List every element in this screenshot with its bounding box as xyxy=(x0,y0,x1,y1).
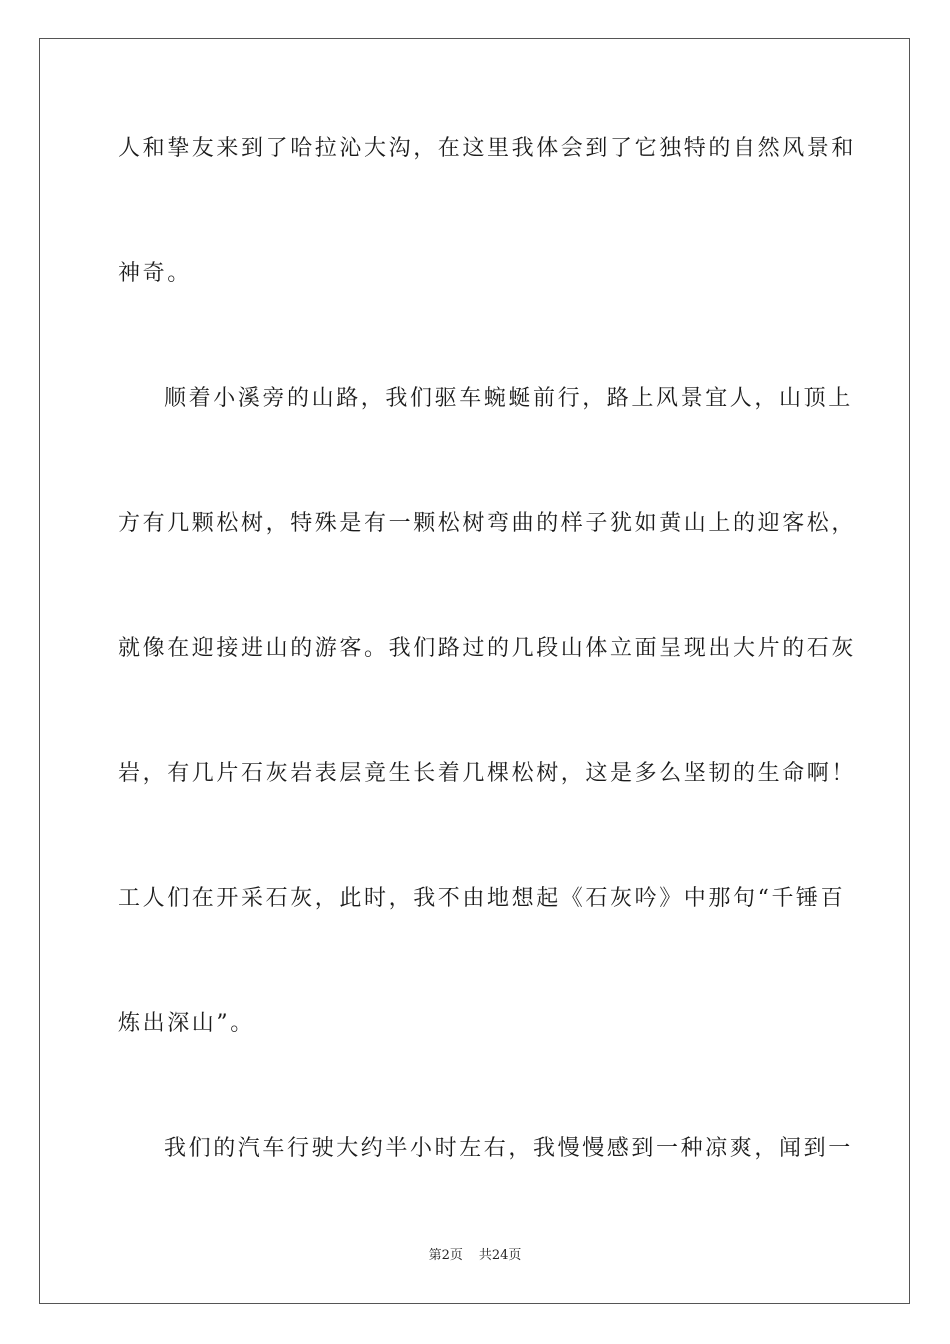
text-line: 工人们在开采石灰，此时，我不由地想起《石灰吟》中那句“千锤百 xyxy=(118,886,846,911)
page-footer xyxy=(0,1247,950,1265)
text-line: 人和挚友来到了哈拉沁大沟，在这里我体会到了它独特的自然风景和 xyxy=(118,136,857,161)
text-line: 方有几颗松树，特殊是有一颗松树弯曲的样子犹如黄山上的迎客松， xyxy=(118,511,857,536)
text-line: 神奇。 xyxy=(118,261,192,286)
text-line: 就像在迎接进山的游客。我们路过的几段山体立面呈现出大片的石灰 xyxy=(118,636,857,661)
page-frame xyxy=(39,38,910,1304)
page-total: 共24页 xyxy=(478,1248,522,1263)
paragraph-start-line: 顺着小溪旁的山路，我们驱车蜿蜒前行，路上风景宜人，山顶上 xyxy=(164,386,853,411)
text-line: 岩，有几片石灰岩表层竟生长着几棵松树，这是多么坚韧的生命啊！ xyxy=(118,761,857,786)
text-line: 炼出深山”。 xyxy=(118,1011,255,1036)
paragraph-start-line: 我们的汽车行驶大约半小时左右，我慢慢感到一种凉爽，闻到一 xyxy=(164,1136,853,1161)
page-number: 第2页 xyxy=(428,1248,463,1263)
